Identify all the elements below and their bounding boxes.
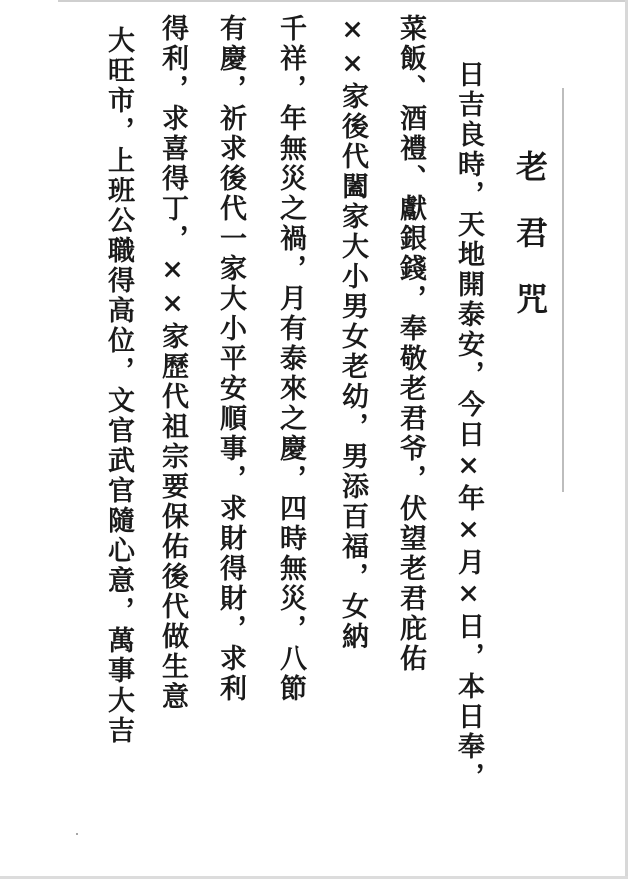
text-column-1: 日吉良時，天地開泰安，今日×年×月×日，本日奉， — [453, 60, 484, 792]
text-column-2: 菜飯、酒禮、獻銀錢，奉敬老君爷，伏望老君庇佑 — [395, 14, 426, 674]
text-column-7: 大旺市，上班公職得高位，文官武官隨心意，萬事大吉 — [103, 26, 134, 746]
text-column-3: ××家後代闔家大小男女老幼，男添百福，女納 — [337, 14, 368, 652]
top-border-line — [58, 0, 628, 2]
title-divider-line — [562, 88, 564, 492]
ink-speck — [76, 833, 78, 835]
text-column-5: 有慶，祈求後代一家大小平安順事，求財得財，求利 — [215, 14, 246, 704]
text-column-6: 得利，求喜得丁，××家歷代祖宗要保佑後代做生意 — [157, 14, 188, 712]
document-title: 老君咒 — [511, 150, 549, 348]
text-column-4: 千祥，年無災之禍，月有泰來之慶，四時無災，八節 — [275, 14, 306, 704]
